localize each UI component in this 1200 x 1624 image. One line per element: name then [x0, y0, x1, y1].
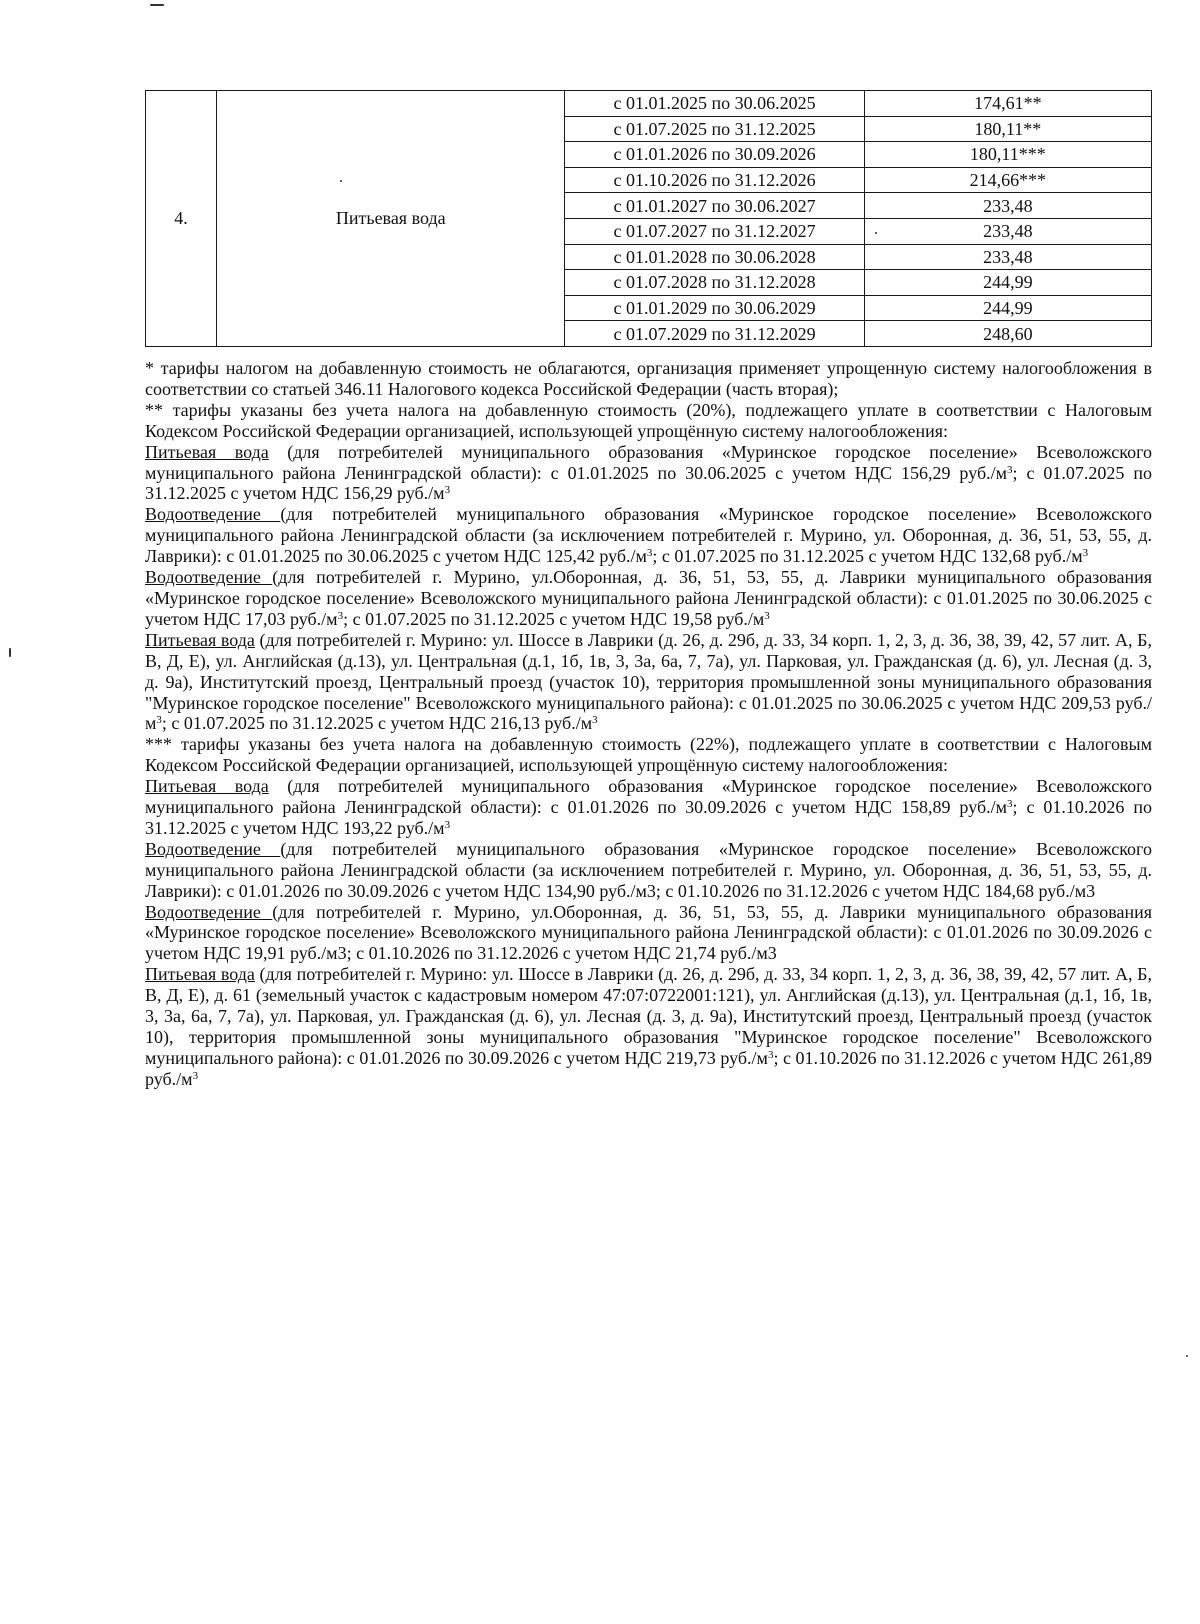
superscript: 3	[764, 609, 770, 622]
tariff-value-cell: 233,48	[864, 244, 1151, 270]
period-cell: с 01.01.2028 по 30.06.2028	[565, 244, 864, 270]
service-term: Водоотведение	[145, 901, 273, 922]
superscript: 3	[767, 1048, 774, 1061]
period-cell: с 01.01.2029 по 30.06.2029	[565, 295, 864, 321]
superscript: 3	[592, 714, 598, 727]
superscript: 3	[1007, 798, 1013, 811]
superscript: 3	[1082, 547, 1089, 560]
tariff-value-cell: 180,11**	[864, 116, 1151, 142]
scan-speck	[875, 232, 877, 234]
row-number-cell: 4.	[146, 91, 217, 347]
scan-speck	[340, 180, 342, 182]
service-term: Питьевая вода	[145, 964, 255, 985]
footnotes	[145, 358, 1152, 1090]
tariff-table	[145, 90, 1152, 347]
note-text: (для потребителей г. Мурино, ул.Оборонная, д. 36, 51, 53, 55, д. Лаврики муниципального образования «Муринское городское поселение» Всеволожского муниципального района Ленинградской области): с 01.01.2025 по 30.06.2025 с учетом НДС 17,03 руб./м	[145, 567, 1152, 629]
superscript: 3	[156, 714, 162, 727]
service-term: Питьевая вода	[145, 441, 269, 462]
note-paragraph	[145, 902, 1152, 965]
note-text: (для потребителей муниципального образования «Муринское городское поселение» Всеволожского муниципального района Ленинградской области): с 01.01.2025 по 30.06.2025 с учетом НДС 156,29 руб./м	[145, 441, 1152, 483]
note-text: ; с 01.10.2026 по 31.12.2026 с учетом НДС 261,89 руб./м	[145, 1047, 1152, 1089]
superscript: 3	[444, 484, 451, 497]
footnote-double-star: ** тарифы указаны без учета налога на добавленную стоимость (20%), подлежащего уплате в соответствии с Налоговым Кодексом Российской Федерации организацией, использующей упрощённую систему налогообложения:	[145, 399, 1152, 441]
note-text: (для потребителей г. Мурино: ул. Шоссе в Лаврики (д. 26, д. 29б, д. 33, 34 корп. 1, 2, 3, д. 36, 38, 39, 42, 57 лит. А, Б, В, Д, Е), д. 61 (земельный участок с кадастровым номером 47:07:0722001:121), ул. Английская (д.13), ул. Центральная (д.1, 1б, 1в, 3, 3а, 6а, 7, 7а), ул. Парковая, ул. Гражданская (д. 6), ул. Лесная (д. 3, д. 9а), Институтский проезд, Центральный проезд (участок 10), территория промышленной зоны муниципального образования "Муринское городское поселение" Всеволожского муниципального района): с 01.01.2026 по 30.09.2026 с учетом НДС 219,73 руб./м	[145, 964, 1152, 1068]
note-text: ; с 01.07.2025 по 31.12.2025 с учетом НДС 216,13 руб./м	[161, 713, 593, 734]
tariff-value-cell: 214,66***	[864, 167, 1151, 193]
period-cell: с 01.07.2028 по 31.12.2028	[565, 270, 864, 296]
tariff-value-cell: 244,99	[864, 270, 1151, 296]
note-paragraph	[145, 504, 1152, 567]
footnote-single-star: * тарифы налогом на добавленную стоимость не облагаются, организация применяет упрощенную систему налогообложения в соответствии со статьей 346.11 Налогового кодекса Российской Федерации (часть вторая);	[145, 358, 1152, 399]
scan-speck	[9, 648, 11, 657]
footnote-triple-star: *** тарифы указаны без учета налога на добавленную стоимость (22%), подлежащего уплате в соответствии с Налоговым Кодексом Российской Федерации организацией, использующей упрощённую систему налогообложения:	[145, 734, 1152, 776]
period-cell: с 01.10.2026 по 31.12.2026	[565, 167, 864, 193]
tariff-table-body	[146, 91, 1152, 347]
tariff-value-cell: 244,99	[864, 295, 1151, 321]
note-paragraph	[145, 567, 1152, 630]
period-cell: с 01.07.2025 по 31.12.2025	[565, 116, 864, 142]
note-text: (для потребителей муниципального образования «Муринское городское поселение» Всеволожского муниципального района Ленинградской области): с 01.01.2026 по 30.09.2026 с учетом НДС 158,89 руб./м	[145, 776, 1152, 818]
superscript: 3	[1007, 463, 1013, 476]
note-paragraph	[145, 964, 1152, 1089]
service-term: Водоотведение	[145, 567, 273, 588]
tariff-value-cell: 180,11***	[864, 142, 1151, 168]
note-text: (для потребителей муниципального образования «Муринское городское поселение» Всеволожского муниципального района Ленинградской области (за исключением потребителей г. Мурино, ул. Оборонная, д. 36, 51, 53, 55, д. Лаврики): с 01.01.2026 по 30.09.2026 с учетом НДС 134,90 руб./м3; с 01.10.2026 по 31.12.2026 с учетом НДС 184,68 руб./м3	[145, 838, 1152, 901]
note-paragraph	[145, 839, 1152, 902]
scan-speck	[1186, 1355, 1188, 1357]
period-cell: с 01.01.2026 по 30.09.2026	[565, 142, 864, 168]
tariff-value-cell: 233,48	[864, 193, 1151, 219]
period-cell: с 01.07.2027 по 31.12.2027	[565, 218, 864, 244]
note-text: (для потребителей муниципального образования «Муринское городское поселение» Всеволожского муниципального района Ленинградской области (за исключением потребителей г. Мурино, ул. Оборонная, д. 36, 51, 53, 55, д. Лаврики): с 01.01.2025 по 30.06.2025 с учетом НДС 125,42 руб./м	[145, 504, 1152, 567]
note-text: (для потребителей г. Мурино, ул.Оборонная, д. 36, 51, 53, 55, д. Лаврики муниципального образования «Муринское городское поселение» Всеволожского муниципального района Ленинградской области): с 01.01.2026 по 30.09.2026 с учетом НДС 19,91 руб./м3; с 01.10.2026 по 31.12.2026 с учетом НДС 21,74 руб./м3	[145, 901, 1152, 964]
service-term: Питьевая вода	[145, 776, 269, 797]
tariff-value-cell: 233,48	[864, 218, 1151, 244]
service-term: Водоотведение	[145, 838, 281, 859]
superscript: 3	[444, 818, 451, 831]
note-text: ; с 01.10.2026 по 31.12.2025 с учетом НДС 193,22 руб./м	[145, 797, 1153, 838]
tariff-value-cell: 174,61**	[864, 91, 1151, 117]
scan-speck	[150, 4, 164, 6]
service-term: Водоотведение	[145, 504, 281, 525]
note-paragraph	[145, 776, 1152, 839]
period-cell: с 01.07.2029 по 31.12.2029	[565, 321, 864, 347]
note-text: ; с 01.07.2025 по 31.12.2025 с учетом НДС 132,68 руб./м	[652, 546, 1083, 567]
note-paragraph	[145, 630, 1152, 735]
note-paragraph	[145, 442, 1152, 505]
period-cell: с 01.01.2027 по 30.06.2027	[565, 193, 864, 219]
table-row	[146, 91, 1152, 117]
superscript: 3	[646, 547, 653, 560]
superscript: 3	[192, 1069, 199, 1082]
period-cell: с 01.01.2025 по 30.06.2025	[565, 91, 864, 117]
tariff-value-cell: 248,60	[864, 321, 1151, 347]
service-name-cell: Питьевая вода	[217, 91, 565, 347]
service-term: Питьевая вода	[145, 629, 255, 650]
note-text: ; с 01.07.2025 по 31.12.2025 с учетом НДС 156,29 руб./м	[145, 462, 1153, 504]
note-text: (для потребителей г. Мурино: ул. Шоссе в Лаврики (д. 26, д. 29б, д. 33, 34 корп. 1, 2, 3, д. 36, 38, 39, 42, 57 лит. А, Б, В, Д, Е), ул. Английская (д.13), ул. Центральная (д.1, 1б, 1в, 3, 3а, 6а, 7, 7а), ул. Парковая, ул. Гражданская (д. 6), ул. Лесная (д. 3, д. 9а), Институтский проезд, Центральный проезд (участок 10), территория промышленной зоны муниципального образования "Муринское городское поселение" Всеволожского муниципального района): с 01.01.2025 по 30.06.2025 с учетом НДС 209,53 руб./м	[145, 629, 1152, 734]
superscript: 3	[337, 609, 344, 622]
note-text: ; с 01.07.2025 по 31.12.2025 с учетом НДС 19,58 руб./м	[343, 608, 765, 629]
